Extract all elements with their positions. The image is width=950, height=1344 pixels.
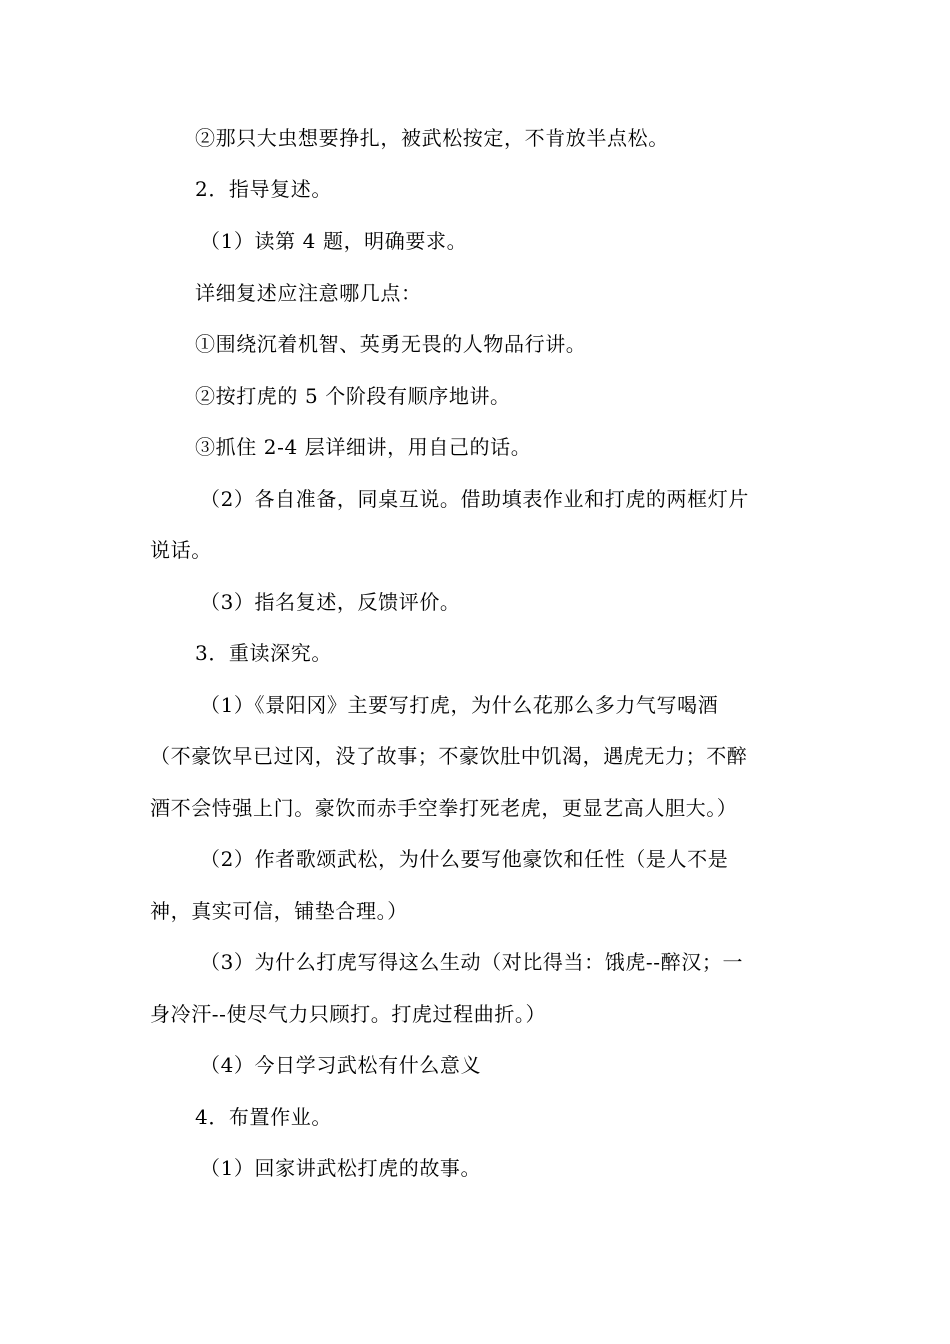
text-line: ①围绕沉着机智、英勇无畏的人物品行讲。 <box>195 332 587 356</box>
text-line: （不豪饮早已过冈，没了故事；不豪饮肚中饥渴，遇虎无力；不醉 <box>150 744 748 768</box>
text-line: （4）今日学习武松有什么意义 <box>200 1053 482 1077</box>
section-heading: 3．重读深究。 <box>195 641 332 665</box>
text-line: （1）回家讲武松打虎的故事。 <box>200 1156 482 1180</box>
text-line: 说话。 <box>150 538 212 562</box>
text-line: ②那只大虫想要挣扎，被武松按定，不肯放半点松。 <box>195 126 669 150</box>
text-line: 身冷汗--使尽气力只顾打。打虎过程曲折。） <box>150 1002 547 1026</box>
text-line: （1）读第 4 题，明确要求。 <box>200 229 468 253</box>
text-line: 详细复述应注意哪几点： <box>195 281 422 305</box>
section-heading: 4．布置作业。 <box>195 1105 332 1129</box>
text-line: （2）作者歌颂武松，为什么要写他豪饮和任性（是人不是 <box>200 847 729 871</box>
text-line: ③抓住 2-4 层详细讲，用自己的话。 <box>195 435 532 459</box>
text-line: （2）各自准备，同桌互说。借助填表作业和打虎的两框灯片 <box>200 487 749 511</box>
text-line: 酒不会恃强上门。豪饮而赤手空拳打死老虎，更显艺高人胆大。） <box>150 796 738 820</box>
section-heading: 2．指导复述。 <box>195 177 332 201</box>
text-line: （3）指名复述，反馈评价。 <box>200 590 461 614</box>
text-line: （3）为什么打虎写得这么生动（对比得当：饿虎--醉汉；一 <box>200 950 744 974</box>
text-line: （1）《景阳冈》主要写打虎，为什么花那么多力气写喝酒 <box>200 693 719 717</box>
text-line: ②按打虎的 5 个阶段有顺序地讲。 <box>195 384 511 408</box>
text-line: 神，真实可信，铺垫合理。） <box>150 899 408 923</box>
